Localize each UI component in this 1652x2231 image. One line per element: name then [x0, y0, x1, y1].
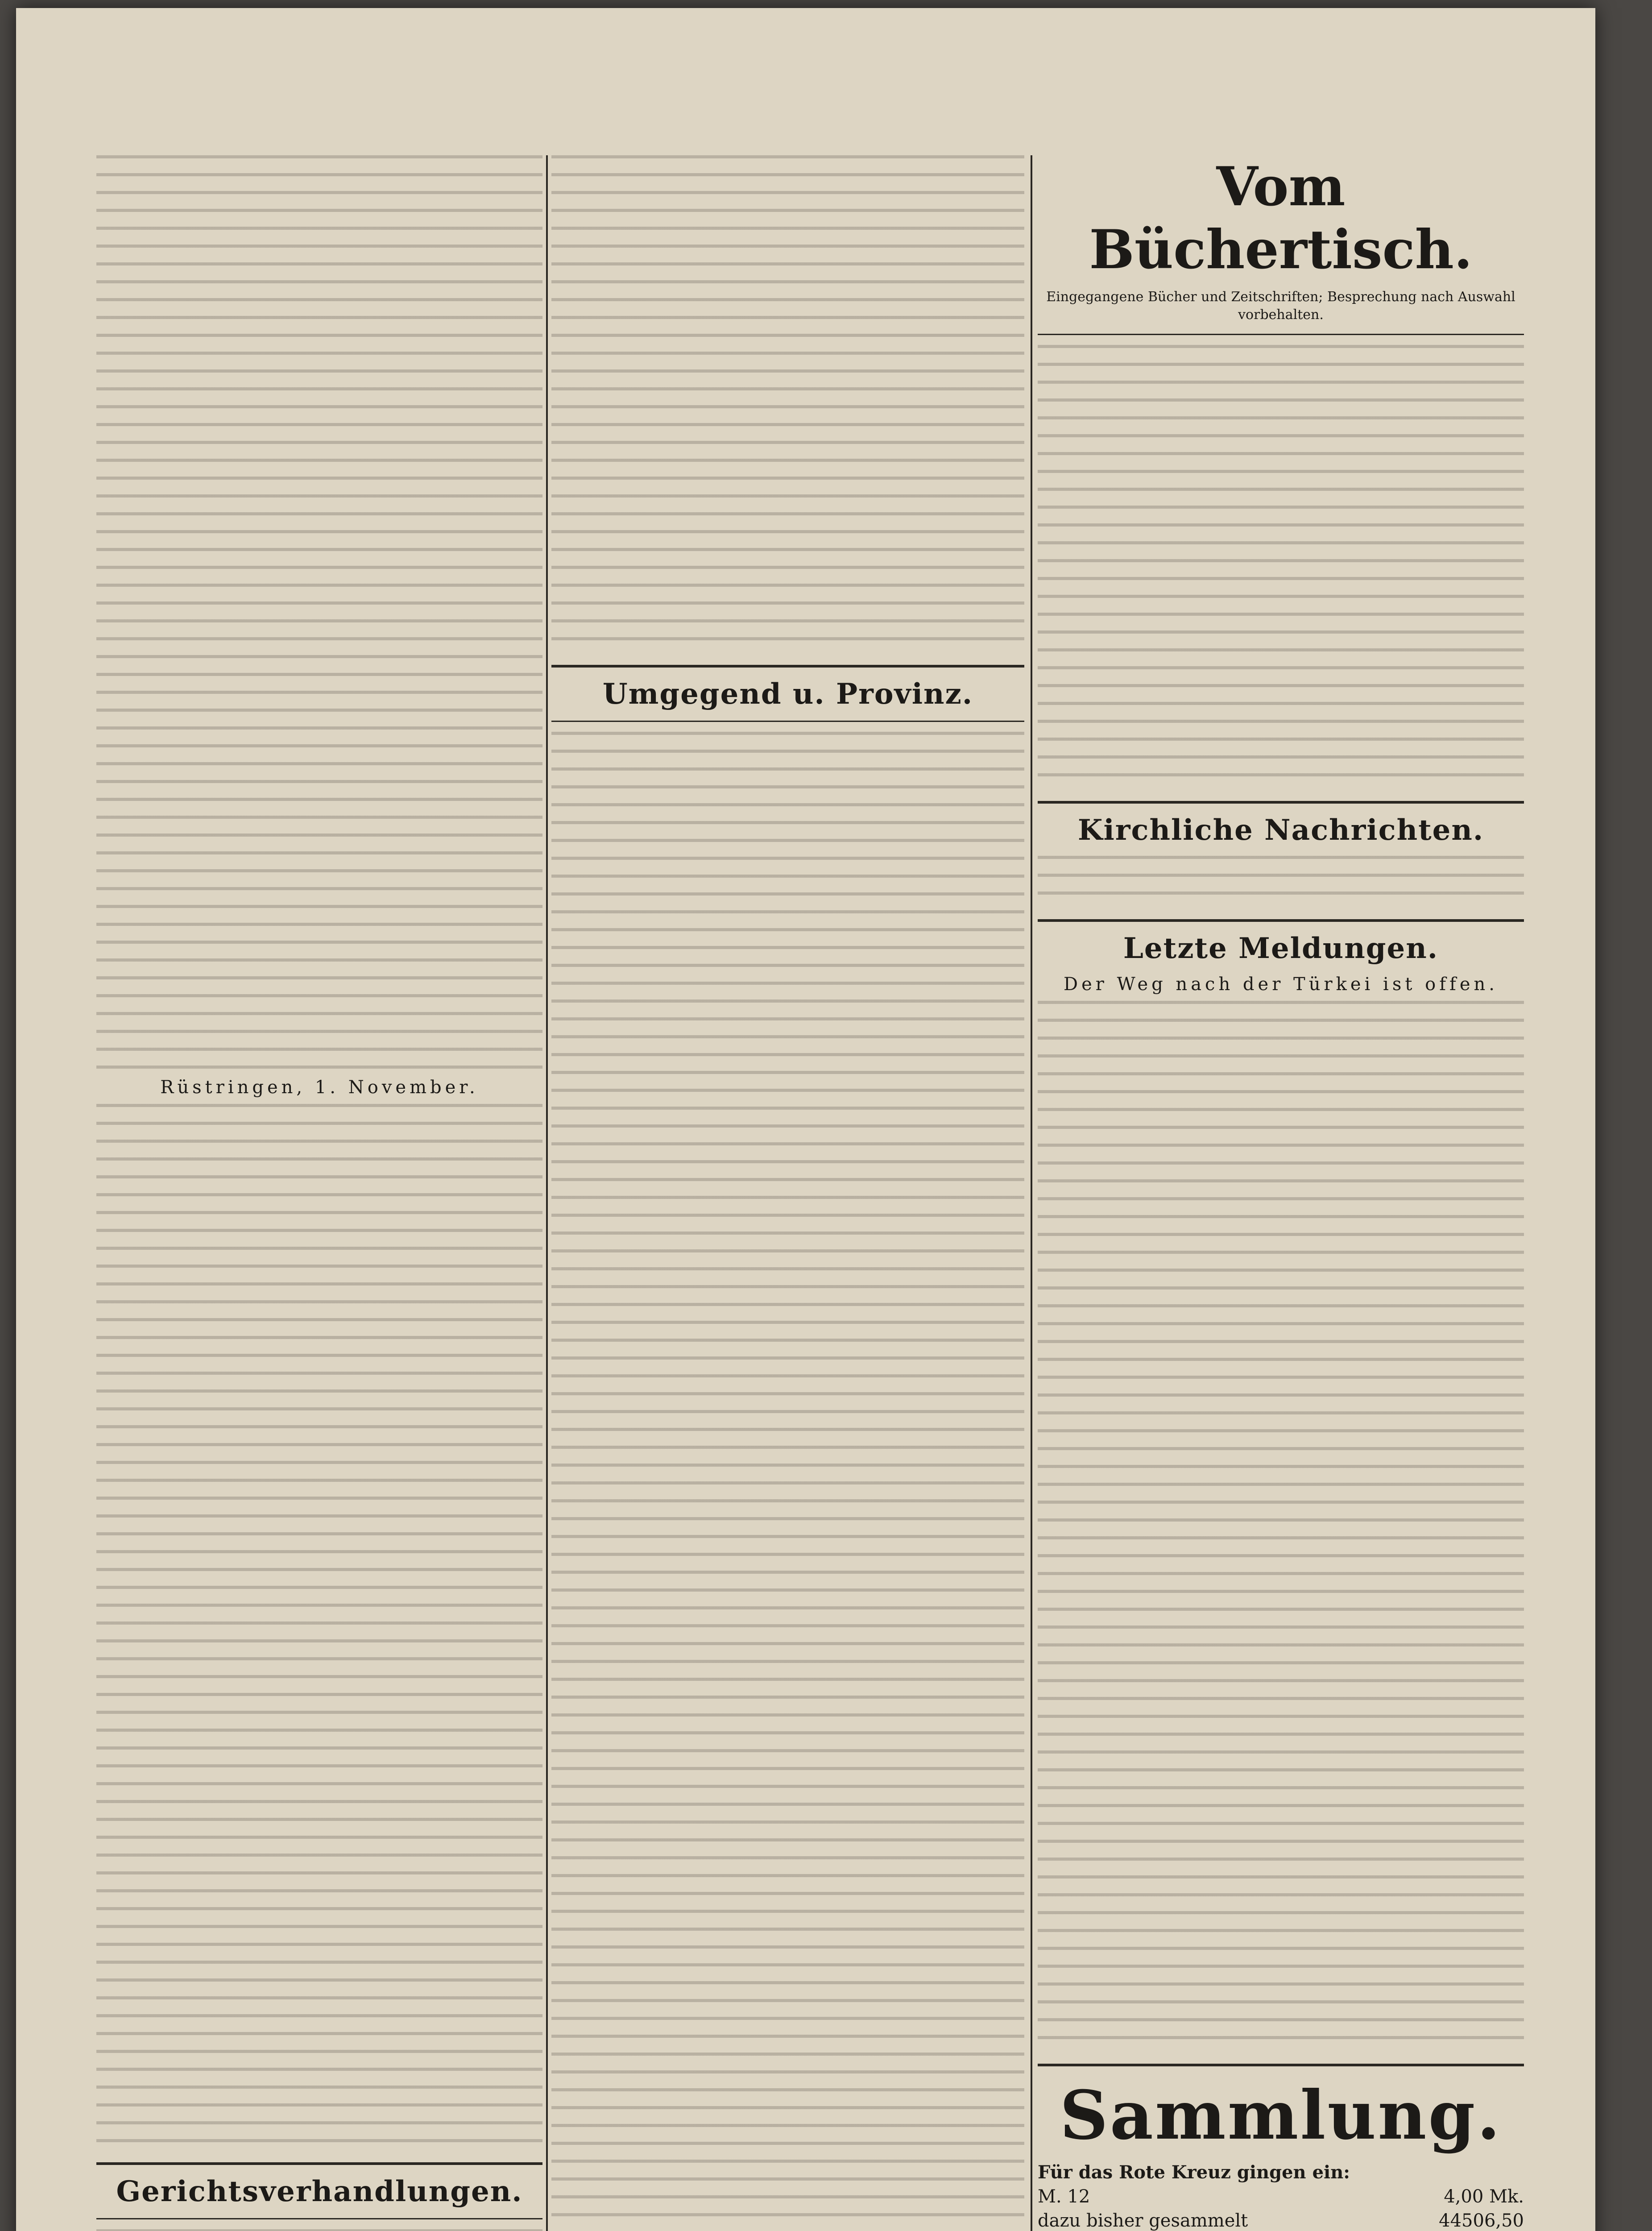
divider — [551, 721, 1024, 722]
section-title-church: Kirchliche Nachrichten. — [1077, 813, 1484, 847]
section-title-collection: Sammlung. — [1060, 2076, 1502, 2155]
column-rule — [546, 155, 548, 2231]
section-title-latest: Letzte Meldungen. — [1123, 932, 1439, 965]
article-text-block — [96, 1104, 542, 2152]
section-title-region: Umgegend u. Provinz. — [602, 677, 973, 711]
collection-row: M. 12 4,00 Mk. — [1038, 2186, 1524, 2207]
article-text-block — [1038, 1001, 1524, 2054]
article-text-block — [1038, 345, 1524, 791]
column-right — [1038, 155, 1524, 2231]
column-middle — [551, 155, 1024, 2231]
dateline: Rüstringen, 1. November. — [160, 1077, 479, 1098]
divider — [1038, 2064, 1524, 2066]
divider — [1038, 334, 1524, 335]
section-title-court: Gerichtsverhandlungen. — [116, 2175, 523, 2208]
collection-intro: Für das Rote Kreuz gingen ein: — [1038, 2162, 1350, 2183]
masthead-subtitle: Eingegangene Bücher und Zeitschriften; Besprechung nach Auswahl vorbehalten. — [1046, 289, 1515, 323]
article-text-block — [1038, 856, 1524, 909]
column-rule — [1031, 155, 1032, 2231]
divider — [1038, 801, 1524, 804]
divider — [1038, 919, 1524, 922]
collection-row: dazu bisher gesammelt 44506,50 — [1038, 2210, 1524, 2231]
newspaper-page — [16, 8, 1595, 2231]
divider — [551, 665, 1024, 668]
article-text-block — [551, 155, 1024, 655]
divider — [96, 2218, 542, 2219]
article-text-block — [551, 732, 1024, 2231]
masthead-books: Vom Büchertisch. — [1089, 155, 1473, 281]
divider — [96, 2162, 542, 2165]
latest-subtitle: Der Weg nach der Türkei ist offen. — [1064, 974, 1498, 995]
article-text-block — [96, 155, 542, 1070]
column-left — [96, 155, 542, 2231]
article-text-block — [96, 2229, 542, 2231]
